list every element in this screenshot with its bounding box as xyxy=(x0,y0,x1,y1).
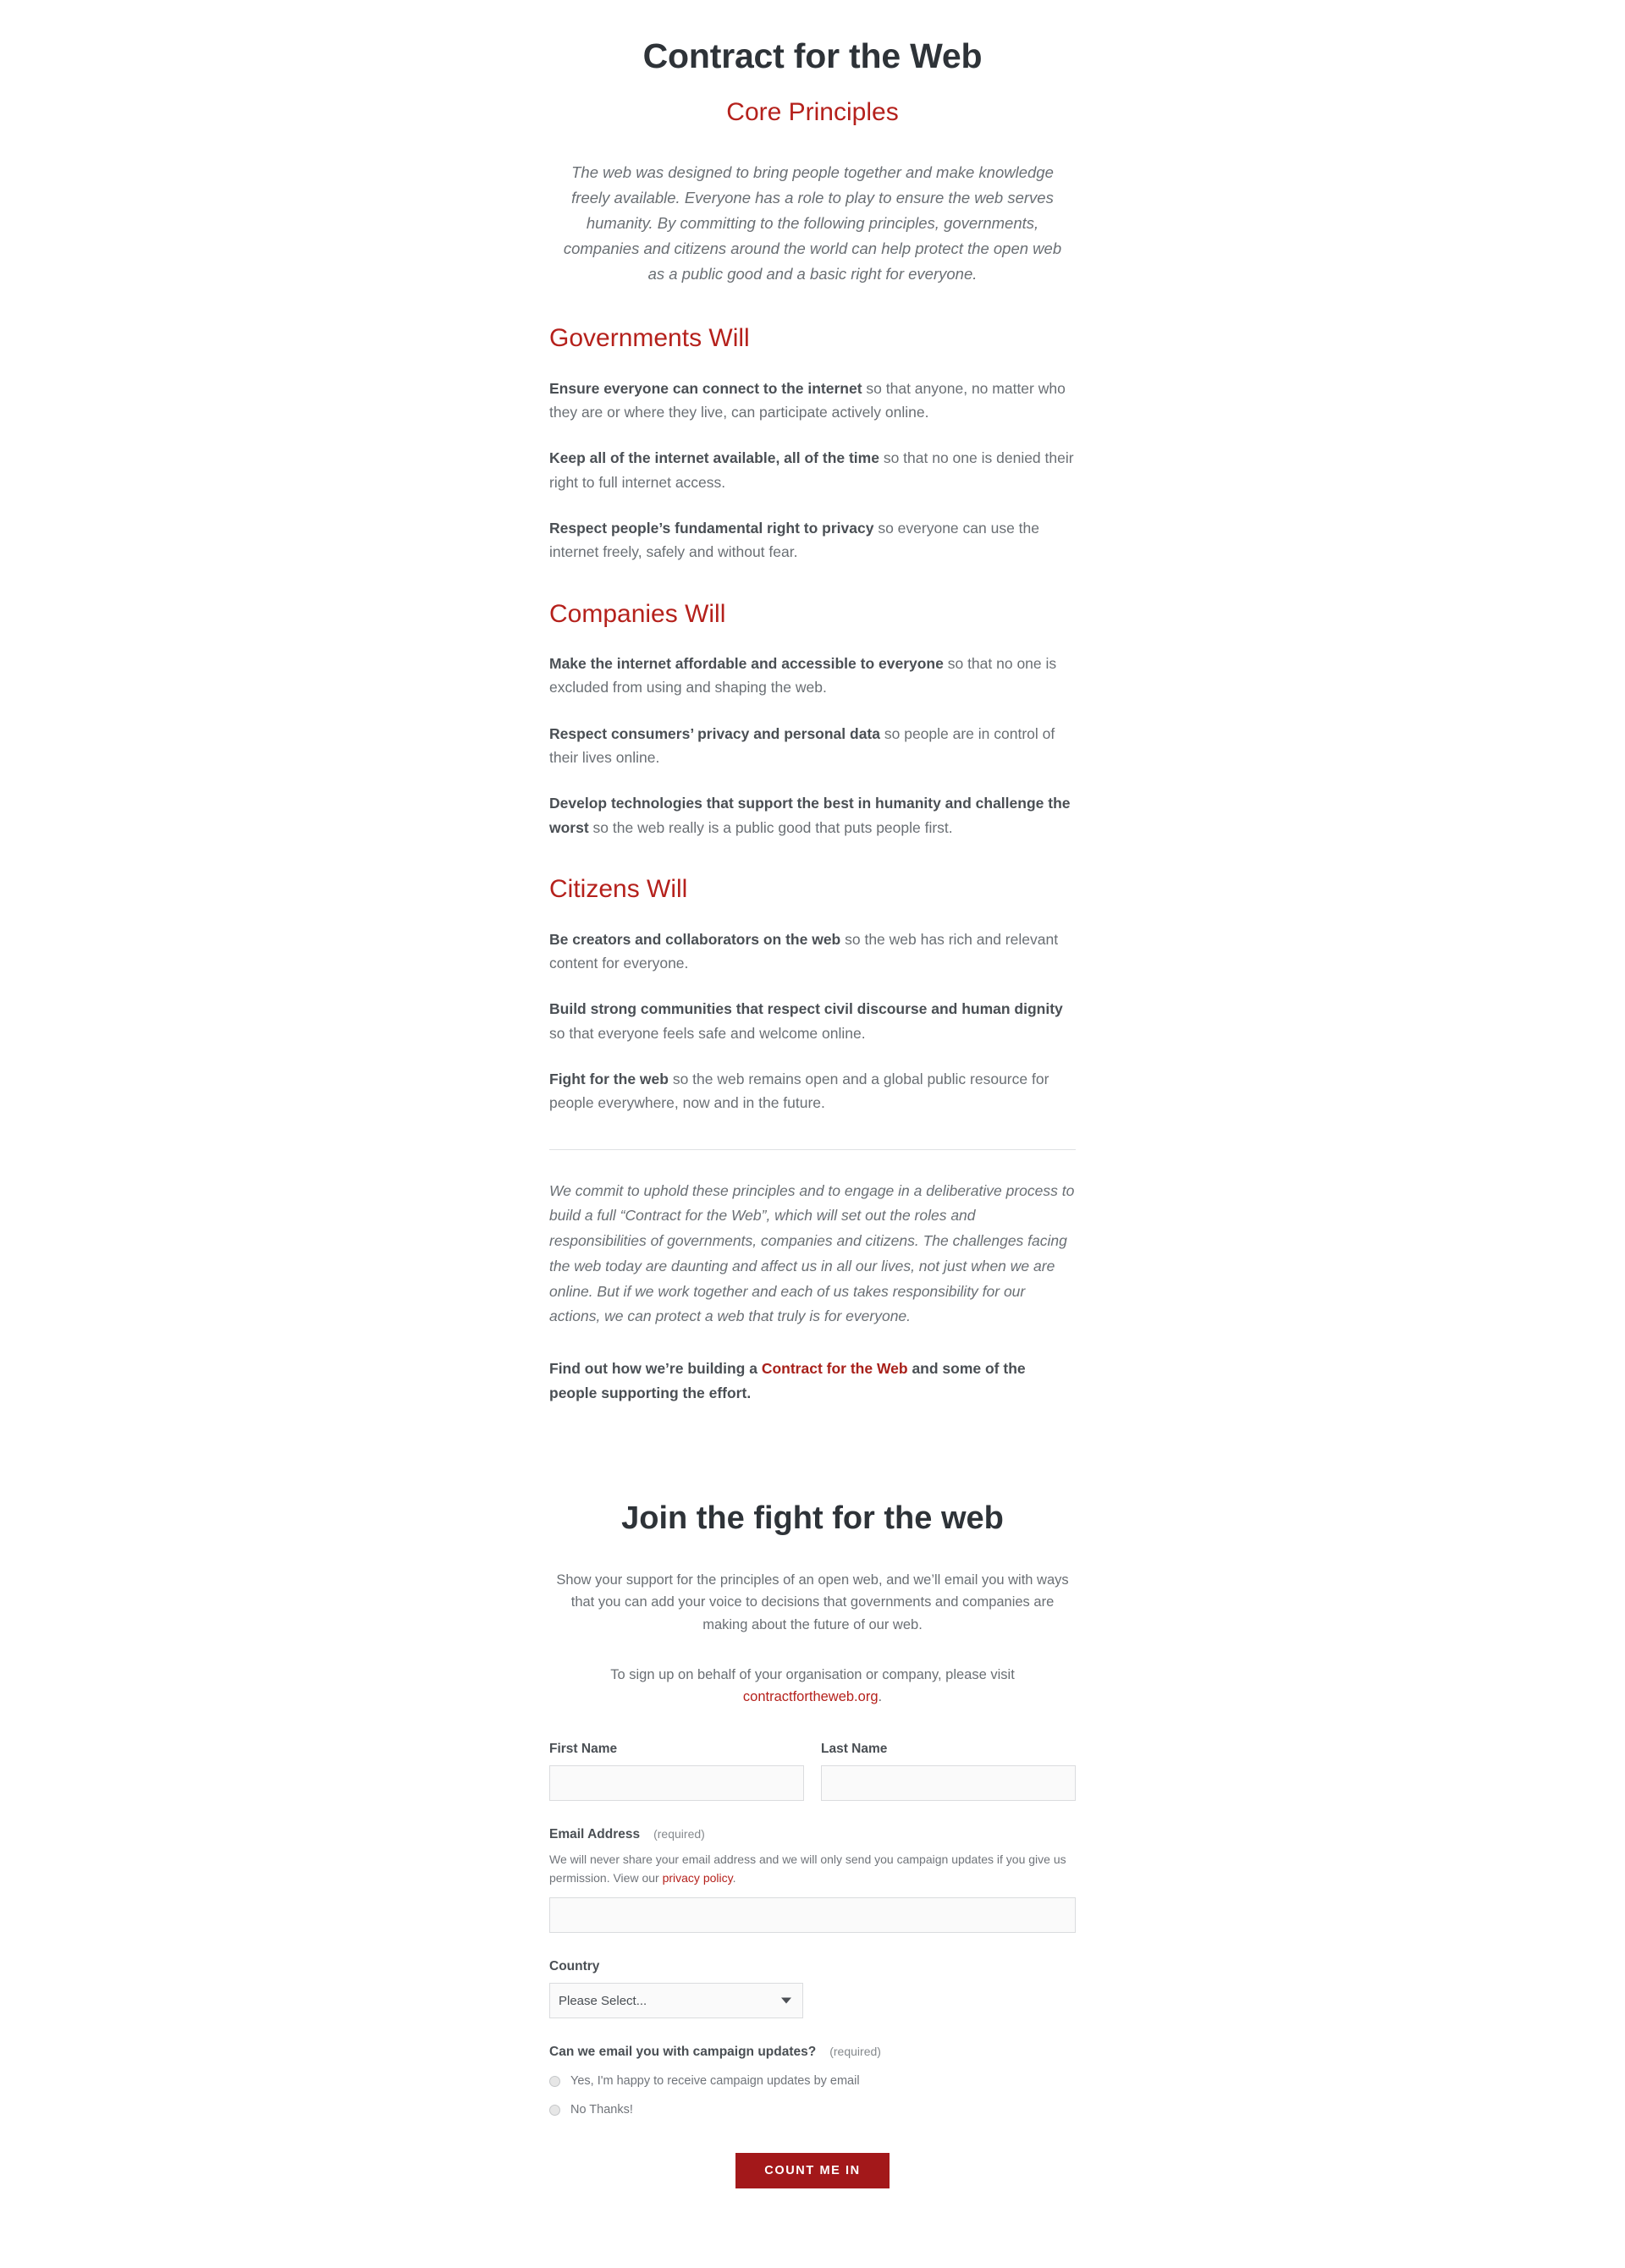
email-group xyxy=(549,1826,1076,1933)
page-title: Contract for the Web xyxy=(642,36,983,75)
intro-paragraph: The web was designed to bring people together and make knowledge freely available. Everyone has a role to play to ensure the web serves humanity. By committing to the following principles, governments, companies and citizens around the world can help protect the open web as a public good and a basic right for everyone. xyxy=(563,163,1062,284)
radio-icon[interactable] xyxy=(549,2076,560,2087)
principle-lead: Fight for the web xyxy=(549,1071,669,1088)
principle-rest: so that anyone, no matter who they are or where they live, can participate actively online. xyxy=(549,379,1066,421)
count-me-in-button[interactable]: COUNT ME IN xyxy=(735,2153,889,2188)
email-label-text: Email Address xyxy=(549,1827,641,1842)
last-name-group xyxy=(821,1741,1076,1801)
radio-icon[interactable] xyxy=(549,2105,560,2116)
principle-item xyxy=(549,722,1076,770)
principle-item xyxy=(549,791,1076,839)
name-fields-row xyxy=(549,1741,1076,1801)
find-out-paragraph xyxy=(549,1357,1076,1405)
section-heading-companies: Companies Will xyxy=(549,599,726,628)
email-help-before: We will never share your email address and we will only send you campaign updates if you give us permission. View our xyxy=(549,1852,1066,1885)
consent-group xyxy=(549,2044,1076,2119)
first-name-group xyxy=(549,1741,804,1801)
principle-item xyxy=(549,997,1076,1045)
principle-lead: Be creators and collaborators on the web xyxy=(549,930,841,948)
principle-rest: so that no one is denied their right to full internet access. xyxy=(549,449,1074,491)
section-heading-citizens: Citizens Will xyxy=(549,875,688,904)
principle-lead: Respect people’s fundamental right to privacy xyxy=(549,519,874,537)
principle-lead: Respect consumers’ privacy and personal data xyxy=(549,724,880,742)
principle-rest: so the web really is a public good that puts people first. xyxy=(588,818,953,836)
country-select[interactable] xyxy=(549,1983,803,2018)
page-subtitle: Core Principles xyxy=(726,98,899,127)
principle-lead: Make the internet affordable and accessible to everyone xyxy=(549,655,944,673)
country-label: Country xyxy=(549,1958,600,1973)
contract-for-the-web-link[interactable]: Contract for the Web xyxy=(761,1360,908,1378)
consent-option-yes[interactable] xyxy=(549,2073,1076,2089)
section-heading-governments: Governments Will xyxy=(549,324,750,353)
consent-option-no[interactable] xyxy=(549,2101,1076,2118)
join-section xyxy=(0,1405,1625,2188)
consent-required-note: (required) xyxy=(829,2045,881,2059)
principle-lead: Ensure everyone can connect to the internet xyxy=(549,379,862,397)
email-help-text xyxy=(549,1851,1076,1887)
principle-item xyxy=(549,446,1076,494)
signup-form xyxy=(549,1709,1076,2188)
principles-column xyxy=(549,36,1076,1405)
principle-rest: so that everyone feels safe and welcome online. xyxy=(549,1024,866,1042)
join-title: Join the fight for the web xyxy=(621,1500,1004,1536)
country-select-wrapper[interactable] xyxy=(549,1983,803,2018)
email-required-note: (required) xyxy=(653,1827,705,1841)
consent-label xyxy=(549,2044,1076,2061)
org-signup-note xyxy=(549,1664,1076,1709)
org-note-before: To sign up on behalf of your organisation or company, please visit xyxy=(610,1666,1015,1682)
email-help-after: . xyxy=(732,1870,736,1885)
principle-rest: so people are in control of their lives online. xyxy=(549,724,1055,767)
principle-item xyxy=(549,377,1076,425)
email-label xyxy=(549,1826,1076,1843)
join-column xyxy=(549,1500,1076,1709)
consent-option-yes-label: Yes, I'm happy to receive campaign updates by email xyxy=(570,2074,860,2089)
org-note-after: . xyxy=(878,1689,883,1705)
consent-label-text: Can we email you with campaign updates? xyxy=(549,2045,817,2060)
country-group xyxy=(549,1958,1076,2018)
privacy-policy-link[interactable]: privacy policy xyxy=(662,1870,733,1885)
join-paragraph: Show your support for the principles of an open web, and we’ll email you with ways that you can add your voice to decisions that governments and companies are making about the future of our web. xyxy=(556,1572,1069,1632)
first-name-label: First Name xyxy=(549,1742,618,1757)
contractfortheweb-org-link[interactable]: contractfortheweb.org xyxy=(742,1689,879,1705)
section-divider xyxy=(549,1149,1076,1150)
last-name-input[interactable] xyxy=(821,1765,1076,1801)
principle-lead: Build strong communities that respect civil discourse and human dignity xyxy=(549,1000,1063,1018)
find-out-after: and some of the people supporting the effort. xyxy=(549,1360,1026,1401)
commitment-paragraph: We commit to uphold these principles and to engage in a deliberative process to build a full “Contract for the Web”, which will set out the roles and responsibilities of governments, companies and citizens. The challenges facing the web today are daunting and affect us in all our lives, not just when we are online. But if we work together and each of us takes responsibility for our actions, we can protect a web that truly is for everyone. xyxy=(549,1181,1075,1325)
principle-item xyxy=(549,928,1076,976)
principle-rest: so the web remains open and a global public resource for people everywhere, now and in the future. xyxy=(549,1071,1049,1112)
consent-option-no-label: No Thanks! xyxy=(570,2103,633,2117)
email-input[interactable] xyxy=(549,1897,1076,1933)
principle-rest: so that no one is excluded from using and shaping the web. xyxy=(549,655,1057,696)
principle-lead: Develop technologies that support the best in humanity and challenge the worst xyxy=(549,795,1071,836)
principle-item xyxy=(549,1067,1076,1115)
principle-rest: so everyone can use the internet freely, safely and without fear. xyxy=(549,519,1040,561)
find-out-before: Find out how we’re building a xyxy=(549,1360,762,1378)
principle-item xyxy=(549,516,1076,564)
last-name-label: Last Name xyxy=(821,1742,888,1757)
submit-row xyxy=(549,2153,1076,2188)
first-name-input[interactable] xyxy=(549,1765,804,1801)
principle-item xyxy=(549,652,1076,700)
principle-lead: Keep all of the internet available, all of the time xyxy=(549,449,879,467)
principle-rest: so the web has rich and relevant content for everyone. xyxy=(549,930,1059,972)
